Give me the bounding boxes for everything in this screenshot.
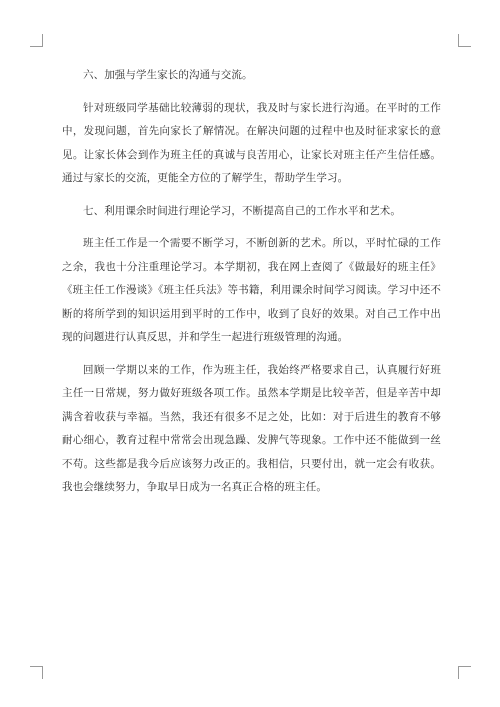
conclusion-paragraph: 回顾一学期以来的工作，作为班主任，我始终严格要求自己，认真履行好班主任一日常规，努力做好班级各项工作。虽然本学期是比较辛苦，但是辛苦中却满含着收获与幸福。当然，我还有很多不足之处，比如：对于后进生的教育不够耐心细心，教育过程中常常会出现急躁、发脾气等现象。工作中还不能做到一丝不苟。这些都是我今后应该努力改正的。我相信，只要付出，就一定会有收获。我也会继续努力，争取早日成为一名真正合格的班主任。 [62, 363, 441, 493]
section-6-heading: 六、加强与学生家长的沟通与交流。 [83, 69, 253, 81]
crop-mark-top-left [30, 34, 43, 47]
section-7-heading: 七、利用课余时间进行理论学习，不断提高自己的工作水平和艺术。 [83, 204, 401, 217]
crop-mark-top-right [458, 34, 471, 47]
crop-mark-bottom-left [30, 666, 43, 679]
section-7-paragraph: 班主任工作是一个需要不断学习，不断创新的艺术。所以，平时忙碌的工作之余，我也十分注重理论学习。本学期初，我在网上查阅了《做最好的班主任》《班主任工作漫谈》《班主任兵法》等书籍，利用课余时间学习阅读。学习中还不断的将所学到的知识运用到平时的工作中，收到了良好的效果。对自己工作中出现的问题进行认真反思，并和学生一起进行班级管理的沟通。 [62, 237, 441, 343]
section-6-paragraph: 针对班级同学基础比较薄弱的现状，我及时与家长进行沟通。在平时的工作中，发现问题，首先向家长了解情况。在解决问题的过程中也及时征求家长的意见。让家长体会到作为班主任的真诚与良苦用心，让家长对班主任产生信任感。通过与家长的交流，更能全方位的了解学生，帮助学生学习。 [62, 101, 441, 184]
document-body [62, 64, 441, 500]
crop-mark-bottom-right [458, 666, 471, 679]
